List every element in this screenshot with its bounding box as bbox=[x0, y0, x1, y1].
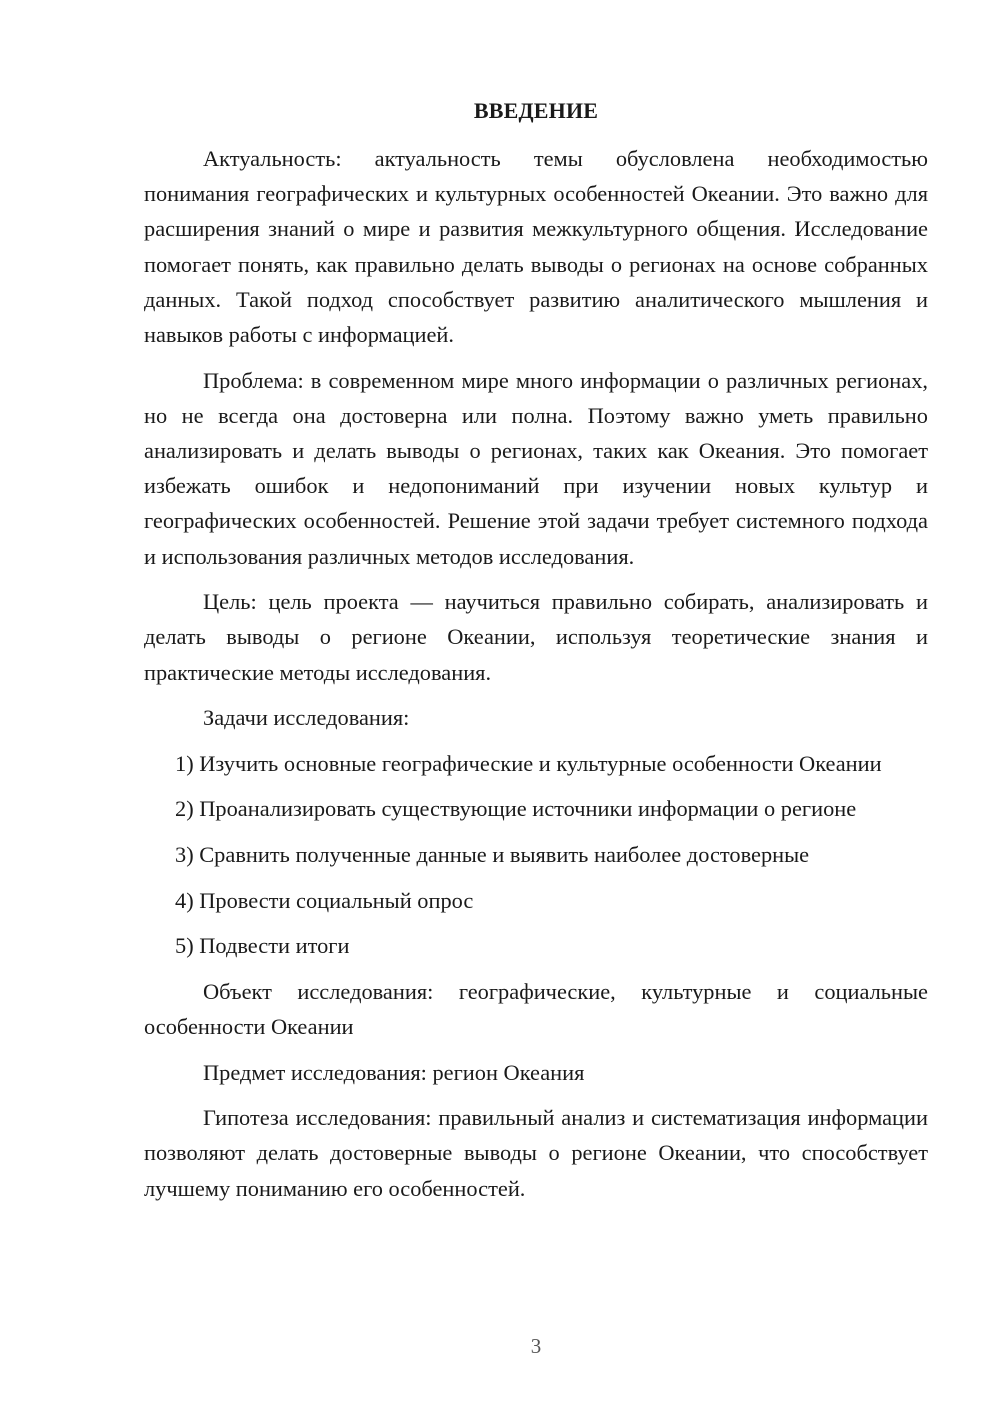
tasks-heading: Задачи исследования: bbox=[203, 705, 410, 731]
research-object-paragraph: Объект исследования: географические, культурные и социальные особенности Океании bbox=[144, 978, 928, 1039]
page-title: ВВЕДЕНИЕ bbox=[473, 98, 599, 123]
task-item: 4) Провести социальный опрос bbox=[175, 887, 474, 913]
page-content bbox=[144, 94, 928, 1206]
hypothesis-paragraph: Гипотеза исследования: правильный анализ и систематизация информации позволяют делать достоверные выводы о регионе Океании, что способствует лучшему пониманию его особенностей. bbox=[144, 1105, 928, 1201]
task-item: 5) Подвести итоги bbox=[175, 933, 350, 959]
research-subject-paragraph: Предмет исследования: регион Океания bbox=[203, 1059, 585, 1085]
task-item: 3) Сравнить полученные данные и выявить наиболее достоверные bbox=[175, 842, 810, 867]
relevance-paragraph: Актуальность: актуальность темы обусловлена необходимостью понимания географических и культурных особенностей Океании. Это важно для расширения знаний о мире и развития межкультурного общения. Исследование помогает понять, как правильно делать выводы о регионах на основе собранных данных. Такой подход способствует развитию аналитического мышления и навыков работы с информацией. bbox=[144, 146, 928, 348]
goal-paragraph: Цель: цель проекта — научиться правильно собирать, анализировать и делать выводы о регионе Океании, используя теоретические знания и практические методы исследования. bbox=[144, 589, 928, 685]
task-item: 2) Проанализировать существующие источники информации о регионе bbox=[175, 796, 857, 822]
page-number: 3 bbox=[530, 1334, 542, 1358]
problem-paragraph: Проблема: в современном мире много информации о различных регионах, но не всегда она достоверна или полна. Поэтому важно уметь правильно анализировать и делать выводы о регионах, таких как Океания. Это помогает избежать ошибок и недопониманий при изучении новых культур и географических особенностей. Решение этой задачи требует системного подхода и использования различных методов исследования. bbox=[144, 367, 928, 569]
task-item: 1) Изучить основные географические и культурные особенности Океании bbox=[175, 750, 882, 776]
